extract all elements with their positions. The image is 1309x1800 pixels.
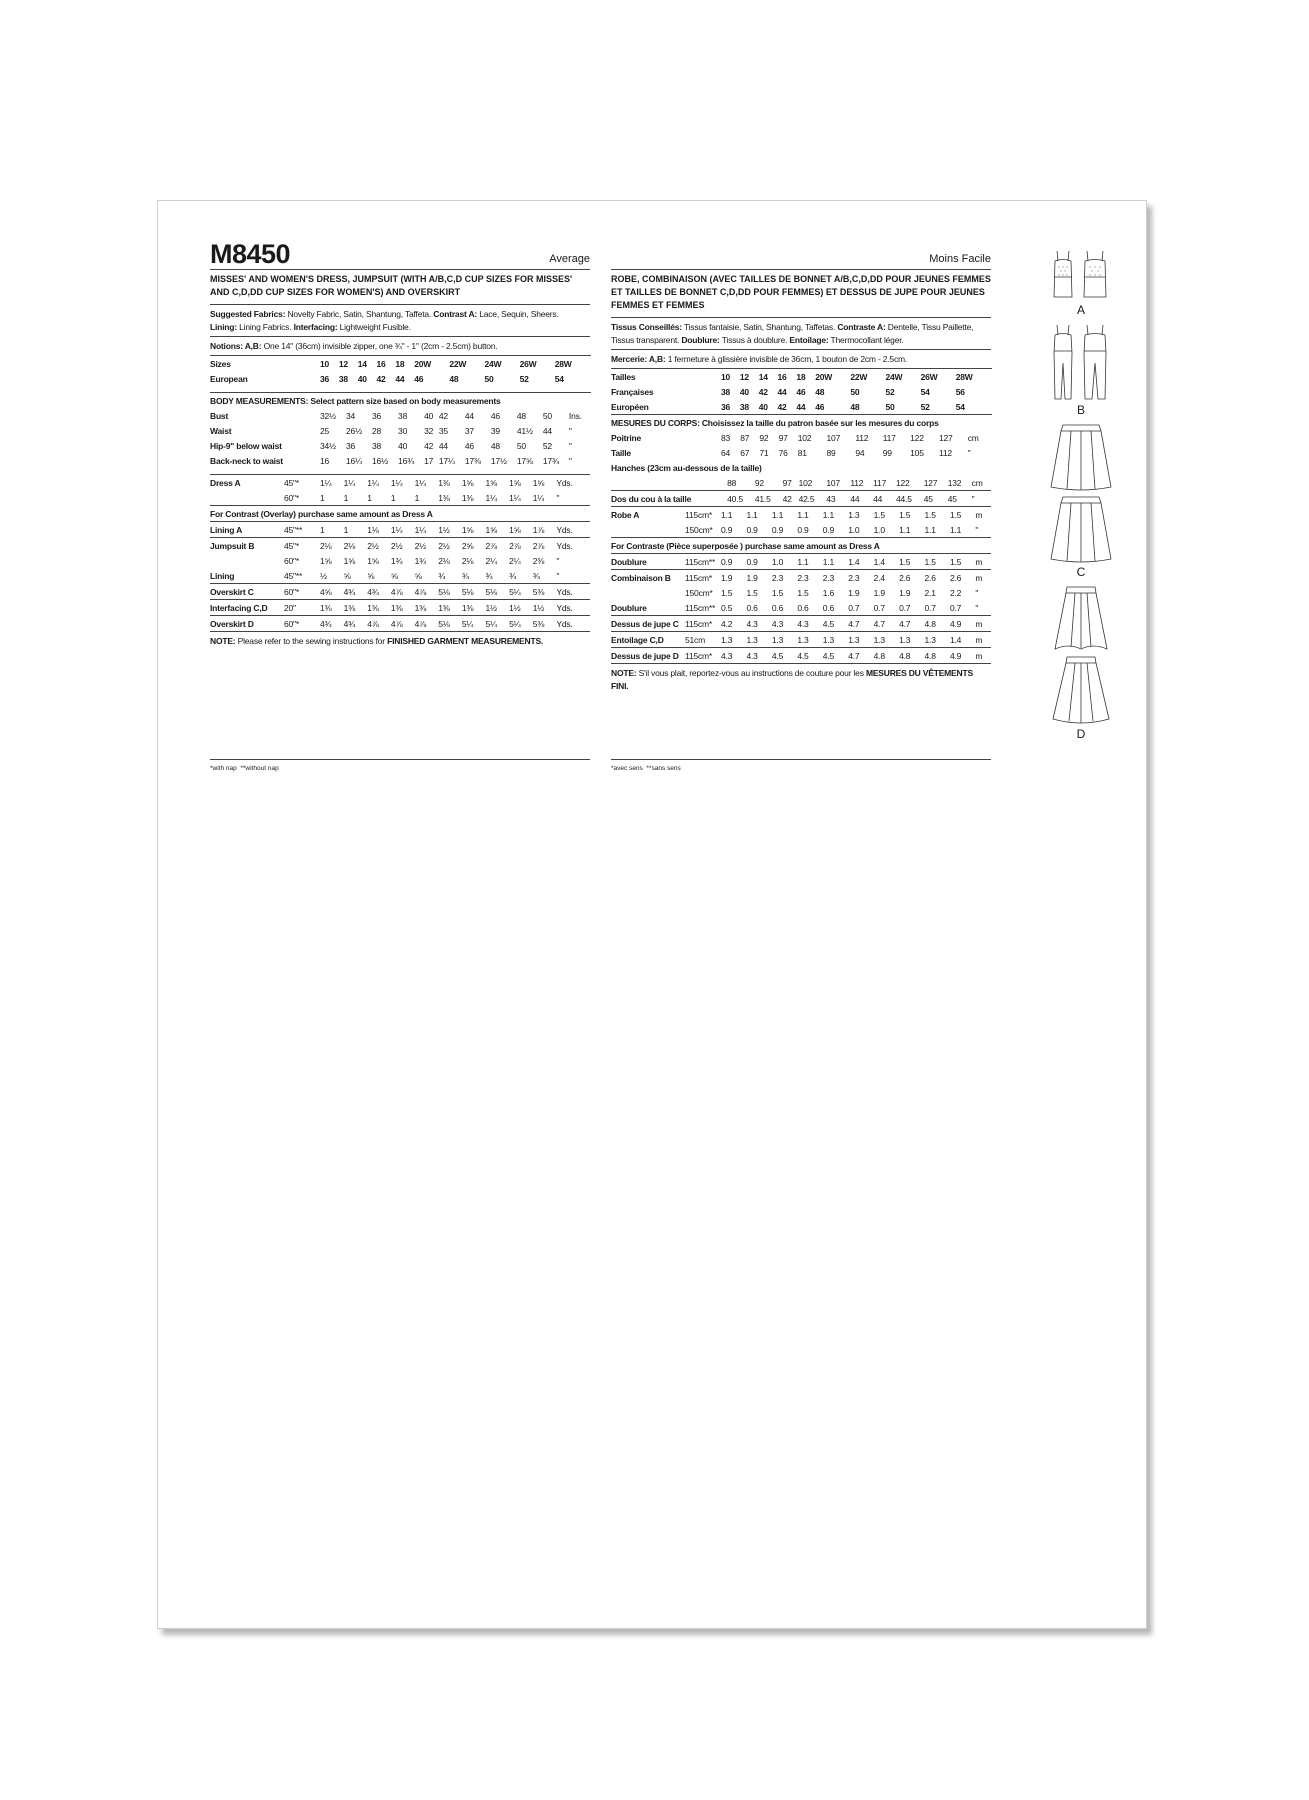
table-row: Entoilage C,D 51cm 1.3 1.3 1.3 1.3 1.3 1.3 1.3 1.3 1.3 1.4 m: [611, 632, 991, 648]
table-row: 60"* 1⅝ 1⅝ 1⅝ 1¾ 1¾ 2⅛ 2⅛ 2¼ 2¼ 2⅜ ": [284, 555, 560, 566]
table-row: Lining 45"** ½ ⅝ ⅝ ⅝ ⅝ ¾ ¾ ¾ ¾ ¾ ": [210, 570, 560, 581]
table-row: 150cm* 1.5 1.5 1.5 1.5 1.6 1.9 1.9 1.9 2.1 2.2 ": [685, 587, 979, 598]
table-row: Overskirt C 60"* 4⅝ 4¾ 4¾ 4⅞ 4⅞ 5⅛ 5⅛ 5⅛ 5¼ 5⅜ Yds.: [210, 584, 590, 600]
view-a-label: A: [1076, 303, 1085, 317]
contrast-heading: For Contrast (Overlay) purchase same amount as Dress A: [210, 506, 590, 522]
table-row: Dress A 45"* 1¼ 1¼ 1¼ 1¼ 1¼ 1⅜ 1⅝ 1⅝ 1⅝ 1⅝ Yds.: [210, 475, 590, 491]
hanches-row: [611, 475, 991, 506]
body-measurements-table-fr: [611, 430, 991, 460]
pattern-envelope-back: [157, 200, 1147, 1629]
table-row: Doublure 115cm** 0.5 0.6 0.6 0.6 0.6 0.7 0.7 0.7 0.7 0.7 ": [611, 602, 979, 613]
contrast-heading-fr: For Contraste (Pièce superposée ) purchase same amount as Dress A: [611, 538, 991, 554]
notions-paragraph-fr: Mercerie: A,B: 1 fermeture à glissière invisible de 36cm, 1 bouton de 2cm - 2.5cm.: [611, 354, 908, 364]
table-row: Taille 64 67 71 76 81 89 94 99 105 112 ": [611, 447, 971, 458]
body-measurements-table: [210, 408, 590, 468]
difficulty-label-fr: Moins Facile: [929, 253, 991, 265]
table-row: Poitrine 83 87 92 97 102 107 112 117 122 127 cm: [611, 432, 979, 443]
pattern-code: M8450: [210, 239, 291, 269]
pattern-title-fr: ROBE, COMBINAISON (AVEC TAILLES DE BONNET A/B,C,D,DD POUR JEUNES FEMMES ET TAILLES DE BONNET C,D,DD POUR FEMMES) ET DESSUS DE JUPE POUR JEUNES FEMMES ET FEMMES: [611, 274, 991, 310]
view-c-label: C: [1076, 565, 1086, 579]
footnote-en: *with nap **without nap: [210, 765, 279, 772]
difficulty-label: Average: [549, 253, 590, 265]
view-a-dress-drawing: [1049, 249, 1113, 301]
table-row: Bust 32½ 34 36 38 40 42 44 46 48 50 Ins.: [210, 410, 582, 421]
yardage-table-fr: [611, 553, 991, 663]
table-row: 150cm* 0.9 0.9 0.9 0.9 0.9 1.0 1.0 1.1 1.1 1.1 ": [685, 524, 979, 535]
yardage-table: [210, 521, 590, 631]
table-row: Interfacing C,D 20" 1⅜ 1⅜ 1⅜ 1⅜ 1⅜ 1⅜ 1⅜ 1½ 1½ 1½ Yds.: [210, 600, 590, 616]
view-d-overskirt-drawing: [1049, 585, 1113, 725]
view-d-label: D: [1076, 727, 1086, 741]
footnote-rule-fr: [611, 759, 991, 760]
table-row: Dessus de jupe D 115cm* 4.3 4.3 4.5 4.5 4.5 4.7 4.8 4.8 4.8 4.9 m: [611, 648, 991, 664]
table-row: Combinaison B 115cm* 1.9 1.9 2.3 2.3 2.3 2.3 2.4 2.6 2.6 2.6 m: [611, 570, 991, 586]
size-table: [210, 355, 590, 408]
size-table-fr: Tailles 10 12 14 16 18 20W 22W 24W 26W 28W Françaises 38 40 42 44 46 48 50 52 54 56 Européen 36 38 40 42 44 46 48 50 52 54 MESURES DU CORPS: Choisissez la taille du patron basée sur les mesures du corps: [611, 368, 991, 430]
footnote-rule: [210, 759, 590, 760]
notions-paragraph: Notions: A,B: One 14" (36cm) invisible zipper, one ¾" - 1" (2cm - 2.5cm) button.: [210, 341, 498, 351]
sizes-row: Sizes 10 12 14 16 18 20W 22W 24W 26W 28W: [210, 356, 590, 372]
dress-yardage-table: [210, 474, 590, 505]
french-column: [611, 201, 991, 693]
table-row: Hip-9" below waist 34½ 36 38 40 42 44 46 48 50 52 ": [210, 440, 572, 451]
robe-yardage-table: [611, 506, 991, 537]
table-row: Dessus de jupe C 115cm* 4.2 4.3 4.3 4.3 4.5 4.7 4.7 4.7 4.8 4.9 m: [611, 616, 991, 632]
table-row: Overskirt D 60"* 4¾ 4¾ 4⅞ 4⅞ 4⅞ 5⅛ 5¼ 5¼ 5¼ 5⅜ Yds.: [210, 616, 590, 632]
table-row: Jumpsuit B 45"* 2⅛ 2⅛ 2½ 2½ 2½ 2½ 2⅝ 2⅞ 2⅞ 2⅞ Yds.: [210, 538, 590, 554]
view-c-overskirt-drawing: [1049, 423, 1113, 563]
table-row: Robe A 115cm* 1.1 1.1 1.1 1.1 1.1 1.3 1.5 1.5 1.5 1.5 m: [611, 507, 991, 523]
table-row: 60"* 1 1 1 1 1 1⅜ 1⅜ 1¼ 1¼ 1¼ ": [284, 492, 560, 503]
table-row: 88 92 97 102 107 112 117 122 127 132 cm: [727, 477, 983, 488]
view-illustrations: [1046, 249, 1116, 747]
note-fr: NOTE: S'il vous plait, reportez-vous au instructions de couture pour les MESURES DU VÊTEMENTS FINI.: [611, 668, 973, 691]
english-column: [210, 201, 590, 648]
table-row: Back-neck to waist 16 16¼ 16½ 16¾ 17 17¼ 17⅜ 17½ 17⅝ 17¾ ": [210, 455, 572, 466]
fabrics-paragraph: Suggested Fabrics: Novelty Fabric, Satin, Shantung, Taffeta. Contrast A: Lace, Sequin, Sheers. Lining: Lining Fabrics. Interfacing: Lightweight Fusible.: [210, 309, 559, 332]
body-heading-fr: MESURES DU CORPS: Choisissez la taille du patron basée sur les mesures du corps: [611, 415, 991, 431]
view-b-label: B: [1076, 403, 1085, 417]
table-row: Doublure 115cm** 0.9 0.9 1.0 1.1 1.1 1.4 1.4 1.5 1.5 1.5 m: [611, 554, 991, 570]
view-b-jumpsuit-drawing: [1049, 323, 1113, 401]
footnote-fr: *avec sens **sans sens: [611, 765, 681, 772]
european-row: European 36 38 40 42 44 46 48 50 52 54: [210, 373, 564, 384]
table-row: Lining A 45"** 1 1 1⅛ 1¼ 1¼ 1½ 1⅝ 1⅝ 1⅝ 1⅞ Yds.: [210, 522, 590, 538]
pattern-title: MISSES' AND WOMEN'S DRESS, JUMPSUIT (WITH A/B,C,D CUP SIZES FOR MISSES' AND C,D,DD CUP SIZES FOR WOMEN'S) AND OVERSKIRT: [210, 274, 573, 297]
note: NOTE: Please refer to the sewing instructions for FINISHED GARMENT MEASUREMENTS.: [210, 636, 544, 646]
table-row: Dos du cou à la taille 40.5 41.5 42 42.5 43 44 44 44.5 45 45 ": [611, 491, 991, 507]
hanches-label: Hanches (23cm au-dessous de la taille): [611, 462, 762, 473]
table-row: Waist 25 26½ 28 30 32 35 37 39 41½ 44 ": [210, 425, 572, 436]
body-heading: BODY MEASUREMENTS: Select pattern size based on body measurements: [210, 393, 590, 409]
fabrics-paragraph-fr: Tissus Conseillés: Tissus fantaisie, Satin, Shantung, Taffetas. Contraste A: Dentelle, Tissu Paillette, Tissus transparent. Doublure: Tissus à doublure. Entoilage: Thermocollant léger.: [611, 322, 974, 345]
